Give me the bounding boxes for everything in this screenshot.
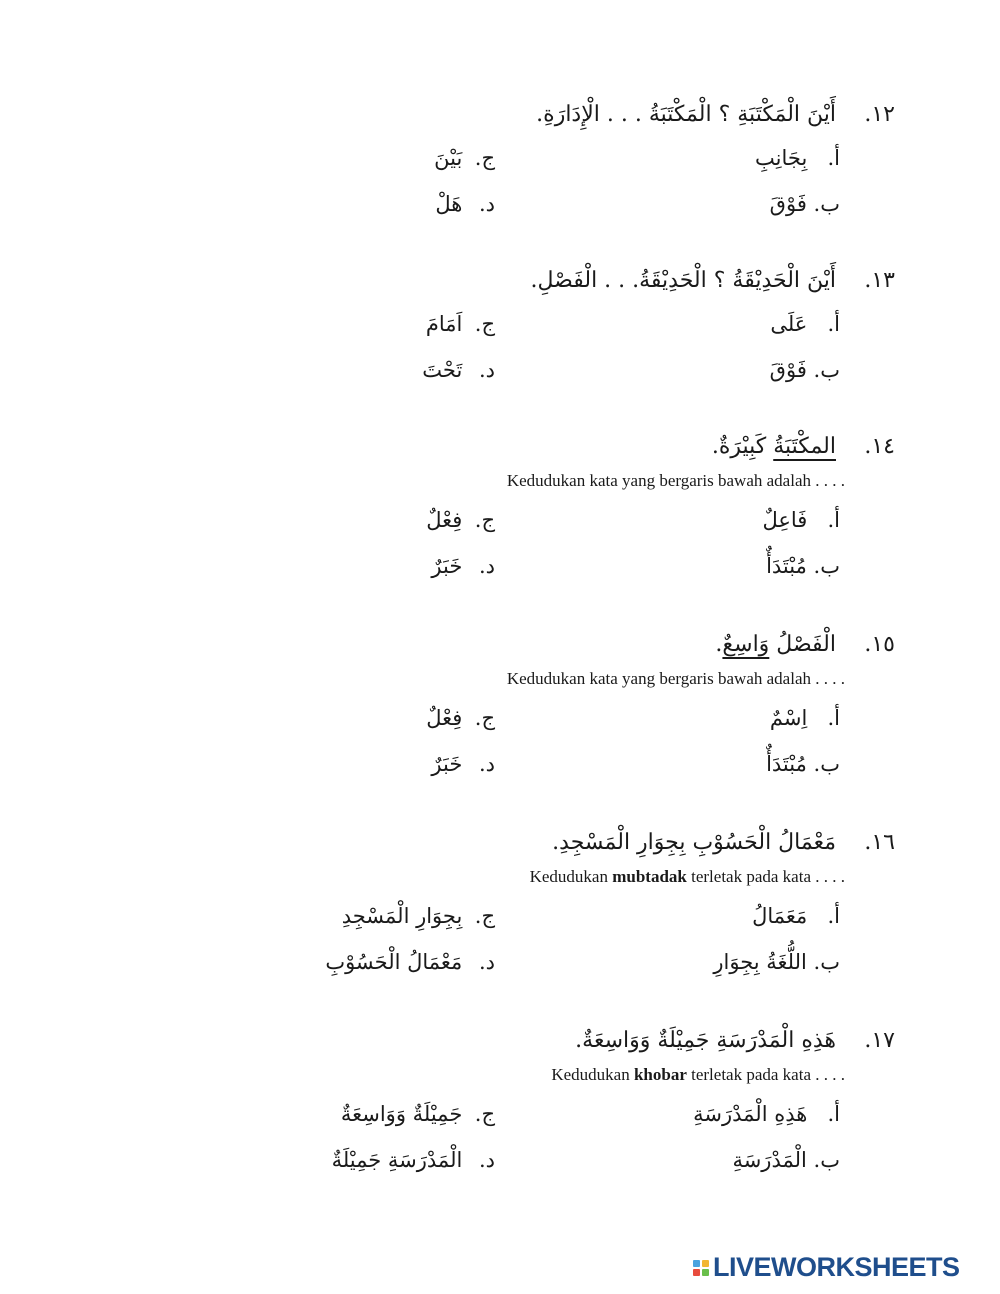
question-text — [552, 826, 895, 860]
question-text — [531, 264, 896, 298]
option-b[interactable]: ب. فَوْقَ — [769, 358, 840, 382]
logo-square-3 — [693, 1269, 700, 1276]
question-number: ١٦. — [864, 830, 895, 855]
question-number: ١٣. — [864, 268, 895, 293]
option-b[interactable]: ب. مُبْتَدَأٌ — [766, 752, 840, 776]
option-a[interactable]: أ. عَلَى — [770, 312, 840, 336]
option-a[interactable]: أ. هَذِهِ الْمَدْرَسَةِ — [693, 1102, 840, 1126]
question-sentence: مَعْمَالُ الْحَسُوْبِ بِجِوَارِ الْمَسْجِدِ. — [552, 830, 836, 855]
question-sentence: أَيْنَ الْحَدِيْقَةُ ؟ الْحَدِيْقَةُ. . . الْفَصْلِ. — [530, 268, 836, 293]
question-text: ١٥. الْفَصْلُ وَاسِعٌ. — [715, 628, 895, 662]
option-c[interactable]: ج. بِجِوَارِ الْمَسْجِدِ — [341, 904, 495, 928]
option-a[interactable]: أ. فَاعِلٌ — [762, 508, 840, 532]
liveworksheets-logo[interactable] — [693, 1252, 960, 1283]
option-b[interactable]: ب. اللُّغَةُ بِجِوَارِ — [713, 950, 840, 974]
question-instruction: Kedudukan kata yang bergaris bawah adalah . . . . — [506, 471, 845, 490]
option-c[interactable]: ج. فِعْلٌ — [426, 706, 495, 730]
option-b[interactable]: ب. مُبْتَدَأٌ — [766, 554, 840, 578]
logo-grid-icon — [693, 1260, 709, 1276]
question-sentence: أَيْنَ الْمَكْتَبَةِ ؟ الْمَكْتَبَةُ . . . الْإِدَارَةِ. — [536, 102, 836, 127]
option-a[interactable]: أ. اِسْمٌ — [769, 706, 840, 730]
underlined-word: وَاسِعٌ — [722, 632, 770, 657]
option-b[interactable]: ب. الْمَدْرَسَةِ — [732, 1148, 840, 1172]
question-instruction: Kedudukan kata yang bergaris bawah adalah . . . . — [506, 669, 845, 688]
question-text: ١٤. المكْتَبَةُ كَبِيْرَةٌ. — [712, 430, 895, 464]
option-c[interactable]: ج. اَمَامَ — [425, 312, 495, 336]
question-number: ١٤. — [864, 434, 895, 459]
option-d[interactable]: د. تَحْتَ — [422, 358, 495, 382]
option-d[interactable]: د. الْمَدْرَسَةِ جَمِيْلَةٌ — [331, 1148, 495, 1172]
option-a[interactable]: أ. بِجَانِبِ — [755, 146, 840, 170]
logo-text: LIVEWORKSHEETS — [713, 1252, 960, 1282]
question-number: ١٢. — [864, 102, 895, 127]
question-number: ١٥. — [864, 632, 895, 657]
option-d[interactable]: د. هَلْ — [435, 192, 495, 216]
logo-square-2 — [702, 1260, 709, 1267]
option-c[interactable]: ج. فِعْلٌ — [426, 508, 495, 532]
option-d[interactable]: د. خَبَرٌ — [431, 554, 495, 578]
option-d[interactable]: د. مَعْمَالُ الْحَسُوْبِ — [325, 950, 495, 974]
option-c[interactable]: ج. جَمِيْلَةٌ وَوَاسِعَةٌ — [340, 1102, 495, 1126]
logo-square-4 — [702, 1269, 709, 1276]
logo-square-1 — [693, 1260, 700, 1267]
question-instruction: Kedudukan khobar terletak pada kata . . . . — [551, 1065, 845, 1084]
question-instruction: Kedudukan mubtadak terletak pada kata . . . . — [529, 867, 845, 886]
question-sentence: هَذِهِ الْمَدْرَسَةِ جَمِيْلَةٌ وَوَاسِعَةٌ. — [575, 1028, 836, 1053]
question-number: ١٧. — [864, 1028, 895, 1053]
option-b[interactable]: ب. فَوْقَ — [769, 192, 840, 216]
option-d[interactable]: د. خَبَرٌ — [431, 752, 495, 776]
option-a[interactable]: أ. مَعَمَالُ — [752, 904, 840, 928]
option-c[interactable]: ج. بَيْنَ — [434, 146, 495, 170]
question-text — [575, 1024, 895, 1058]
question-text — [536, 98, 895, 132]
underlined-word: المكْتَبَةُ — [773, 434, 836, 459]
